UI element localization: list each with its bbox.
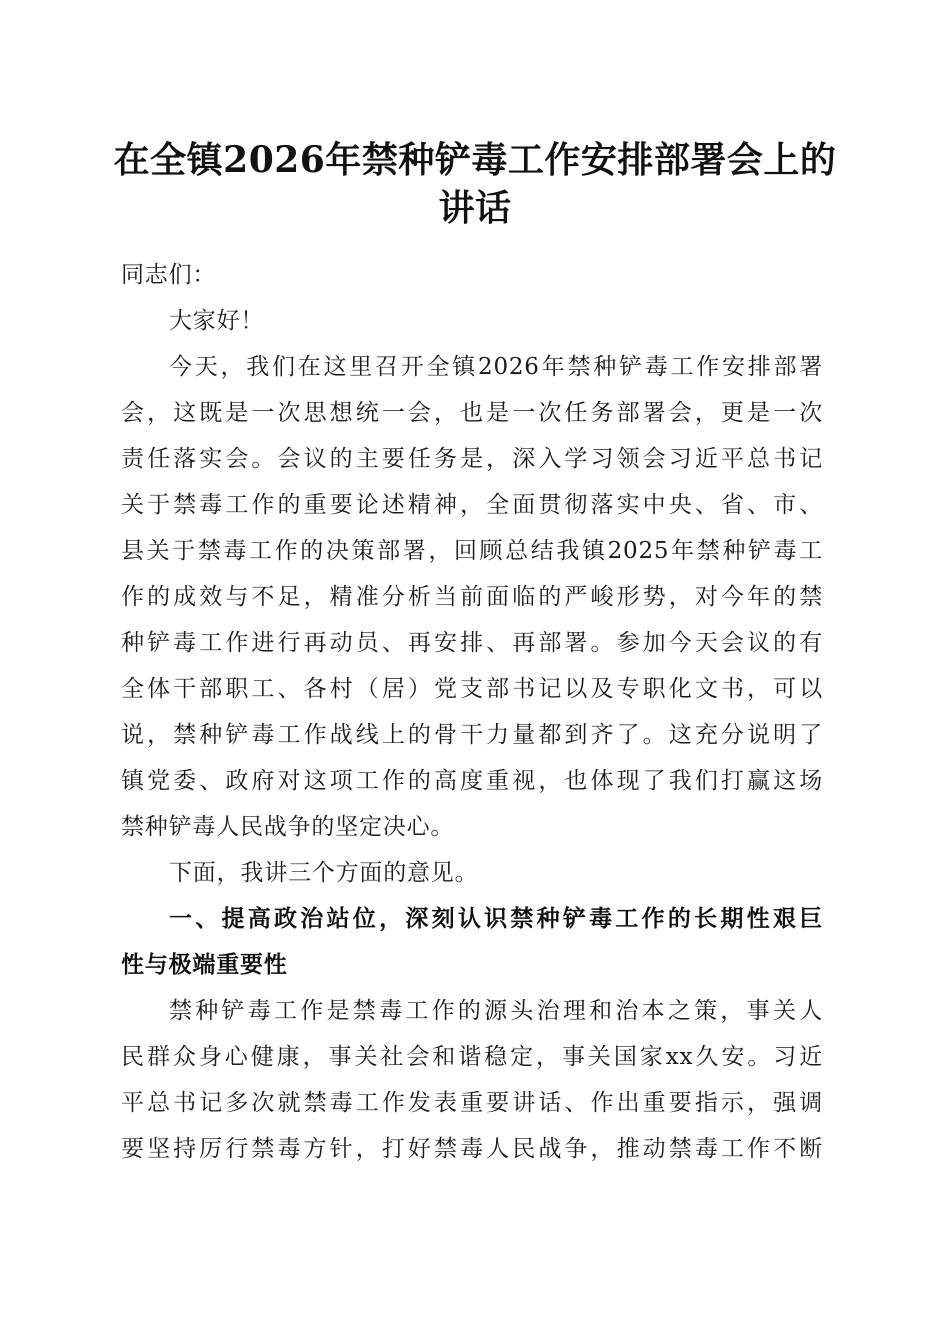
salutation: 同志们： [121,262,217,288]
section-1-paragraph-line: 要坚持厉行禁毒方针，打好禁毒人民战争，推动禁毒工作不断 [121,1136,823,1162]
intro-line: 镇党委、政府对这项工作的高度重视，也体现了我们打赢这场 [121,768,823,794]
title-line-2: 讲话 [438,187,512,229]
document-body [121,252,823,1172]
intro-line: 种铲毒工作进行再动员、再安排、再部署。参加今天会议的有 [121,630,823,656]
intro-line: 会，这既是一次思想统一会，也是一次任务部署会，更是一次 [121,400,823,426]
intro-line: 关于禁毒工作的重要论述精神，全面贯彻落实中央、省、市、 [121,492,823,518]
section-1-heading-cont: 性与极端重要性 [121,952,288,978]
section-1-heading: 一、提高政治站位，深刻认识禁种铲毒工作的长期性艰巨 [169,906,823,932]
intro-line: 禁种铲毒人民战争的坚定决心。 [121,814,455,840]
title-line-1: 在全镇2026年禁种铲毒工作安排部署会上的 [113,139,837,181]
intro-line: 全体干部职工、各村（居）党支部书记以及专职化文书，可以 [121,676,823,702]
document-title [110,136,840,232]
intro-line: 今天，我们在这里召开全镇2026年禁种铲毒工作安排部署 [169,354,823,380]
intro-line: 县关于禁毒工作的决策部署，回顾总结我镇2025年禁种铲毒工 [121,538,823,564]
transition-line: 下面，我讲三个方面的意见。 [169,860,479,886]
intro-line: 责任落实会。会议的主要任务是，深入学习领会习近平总书记 [121,446,823,472]
section-1-paragraph-line: 平总书记多次就禁毒工作发表重要讲话、作出重要指示，强调 [121,1090,823,1116]
intro-line: 作的成效与不足，精准分析当前面临的严峻形势，对今年的禁 [121,584,823,610]
section-1-paragraph-line: 民群众身心健康，事关社会和谐稳定，事关国家xx久安。习近 [121,1044,823,1070]
intro-line: 说，禁种铲毒工作战线上的骨干力量都到齐了。这充分说明了 [121,722,823,748]
section-1-paragraph-line: 禁种铲毒工作是禁毒工作的源头治理和治本之策，事关人 [169,998,823,1024]
greeting: 大家好！ [169,308,265,334]
